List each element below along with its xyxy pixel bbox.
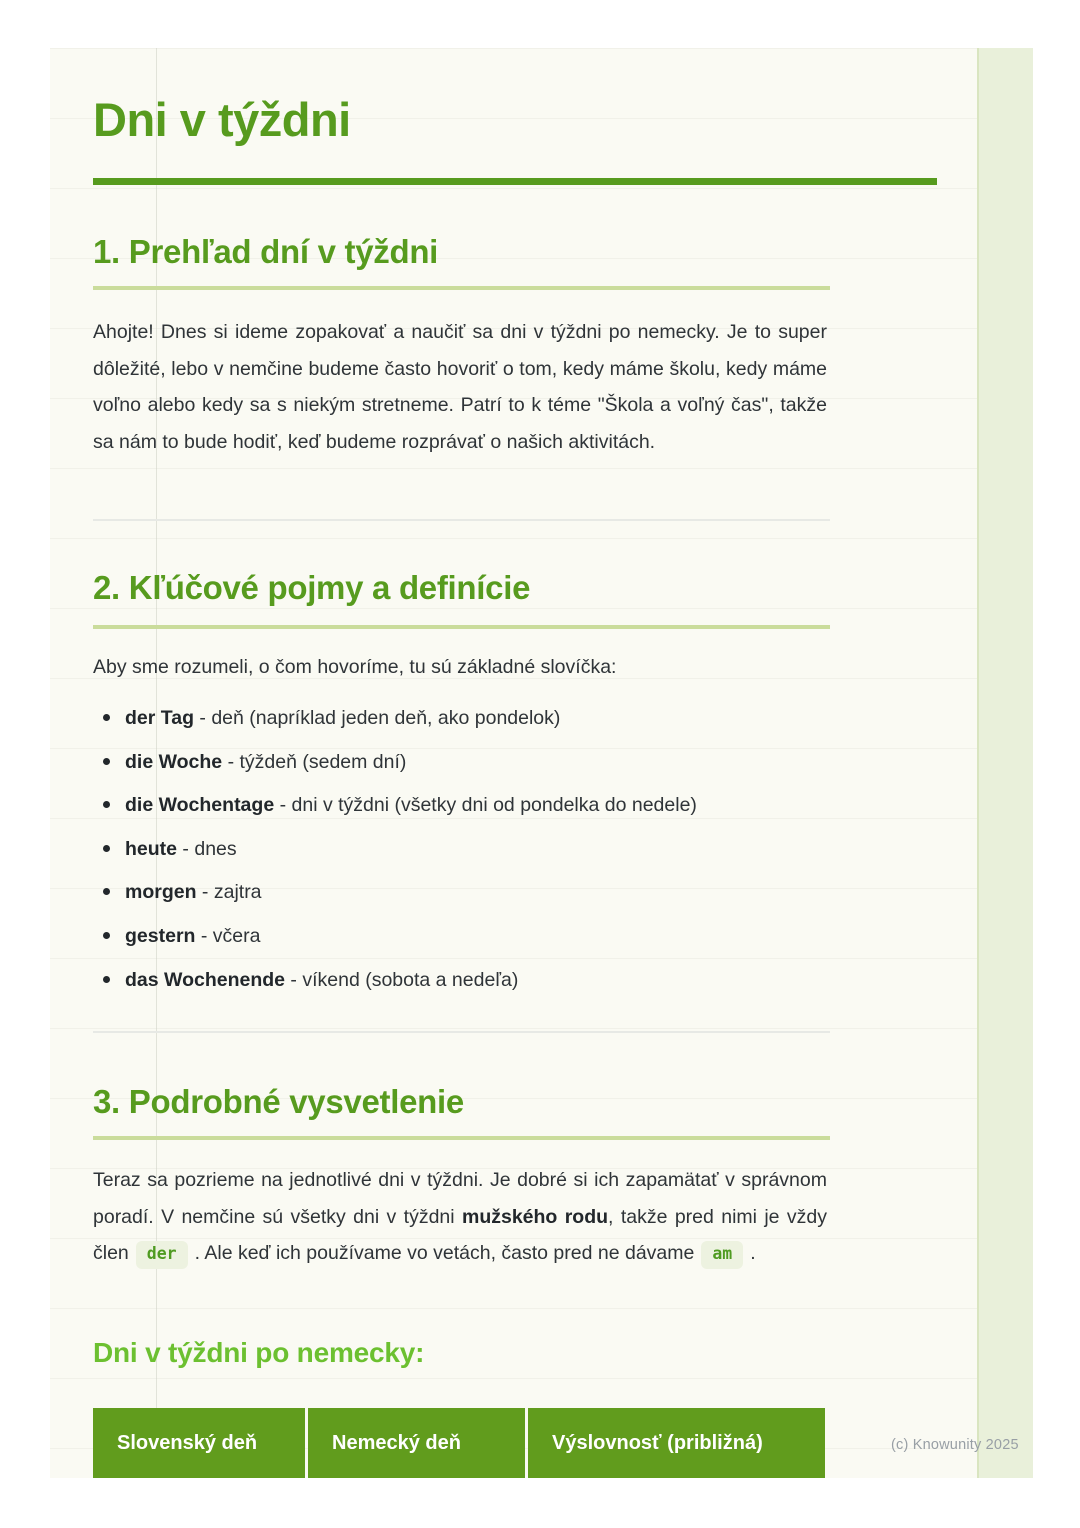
paragraph-text: , takže pred nimi je vždy člen: [93, 1205, 827, 1265]
title-rule: [93, 178, 937, 185]
table-subheading: Dni v týždni po nemecky:: [93, 1337, 425, 1368]
definition: - deň (napríklad jeden deň, ako pondelok): [193, 707, 561, 729]
section-divider-1: [93, 519, 830, 521]
section-underline-2: [93, 625, 830, 629]
vocabulary-list: [93, 705, 827, 1010]
term: morgen: [125, 881, 197, 904]
list-item: [93, 749, 827, 775]
list-item: [93, 923, 827, 949]
list-item: [93, 967, 827, 993]
paragraph-text: Teraz sa pozrieme na jednotlivé dni v týždni. Je dobré si ich zapamätať v správnom poradí. V nemčine sú všetky dni v týždni: [93, 1169, 827, 1228]
list-item: [93, 836, 827, 862]
section-divider-2: [93, 1031, 830, 1033]
term: heute: [125, 837, 178, 860]
definition: - týždeň (sedem dní): [222, 750, 407, 773]
section-heading-1: 1. Prehľad dní v týždni: [93, 233, 439, 270]
definition: - víkend (sobota a nedeľa): [285, 968, 519, 991]
section-3-paragraph: [93, 1162, 827, 1272]
table-header-slovak-day: Slovenský deň: [93, 1408, 305, 1478]
term: der Tag: [125, 707, 194, 729]
term: gestern: [125, 924, 196, 947]
list-item: [93, 792, 827, 818]
copyright-watermark: (c) Knowunity 2025: [891, 1437, 1019, 1453]
list-item: [93, 705, 827, 731]
code-chip-der: der: [136, 1241, 188, 1269]
days-table-header-row: [93, 1408, 825, 1478]
term: das Wochenende: [125, 968, 286, 991]
section-underline-1: [93, 286, 830, 290]
term: die Wochentage: [125, 794, 275, 817]
page-title: Dni v týždni: [93, 93, 351, 146]
section-heading-3: 3. Podrobné vysvetlenie: [93, 1083, 464, 1120]
section-1-paragraph: Ahojte! Dnes si ideme zopakovať a naučiť sa dni v týždni po nemecky. Je to super dôležité, lebo v nemčine budeme často hovoriť o tom, kedy máme školu, kedy máme voľno alebo kedy sa s niekým stretneme. Patrí to k téme "Škola a voľný čas", takže sa nám to bude hodiť, keď budeme rozprávať o našich aktivitách.: [93, 321, 827, 453]
paragraph-text: . Ale keď ich používame vo vetách, často pred ne dávame: [194, 1242, 695, 1265]
bold-phrase: mužského rodu: [461, 1205, 609, 1228]
section-heading-2: 2. Kľúčové pojmy a definície: [93, 569, 531, 606]
code-chip-am: am: [701, 1241, 743, 1269]
definition: - zajtra: [196, 881, 262, 904]
list-item: [93, 879, 827, 905]
table-header-pronunciation: Výslovnosť (približná): [528, 1408, 825, 1478]
right-accent-stripe: [977, 48, 1033, 1478]
paragraph-text: .: [750, 1242, 756, 1265]
term: die Woche: [125, 750, 223, 773]
definition: - včera: [195, 924, 261, 947]
definition: - dnes: [177, 837, 237, 860]
section-underline-3: [93, 1136, 830, 1140]
table-header-german-day: Nemecký deň: [308, 1408, 525, 1478]
definition: - dni v týždni (všetky dni od pondelka do nedele): [274, 794, 697, 817]
section-2-intro: Aby sme rozumeli, o čom hovoríme, tu sú základné slovíčka:: [93, 656, 617, 678]
